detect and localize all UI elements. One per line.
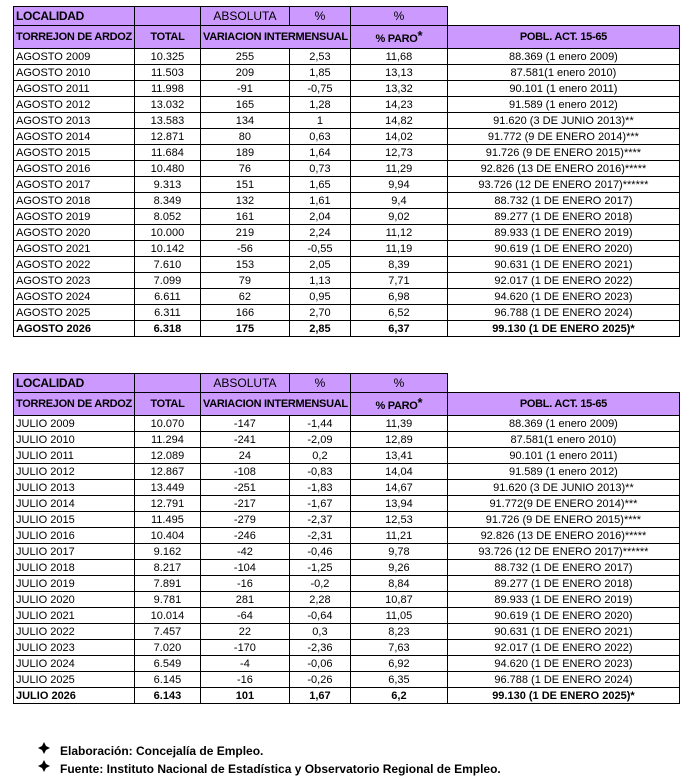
cell-poblacion-activa: 92.826 (13 DE ENERO 2016)***** [447,161,679,177]
cell-poblacion-activa: 89.933 (1 DE ENERO 2019) [447,225,679,241]
cell-paro-pct: 11,19 [350,241,447,257]
cell-variacion-pct: 1 [289,113,350,129]
cell-periodo: AGOSTO 2024 [14,289,135,305]
cell-paro-pct: 14,04 [350,464,447,480]
cell-paro-pct: 8,84 [350,576,447,592]
cell-variacion-absoluta: -16 [200,576,289,592]
cell-total: 12.867 [134,464,200,480]
cell-total: 11.503 [134,65,200,81]
cell-variacion-absoluta: -246 [200,528,289,544]
cell-variacion-absoluta: 132 [200,193,289,209]
cell-periodo: AGOSTO 2015 [14,145,135,161]
cell-paro-pct: 11,12 [350,225,447,241]
cell-paro-pct: 13,13 [350,65,447,81]
cell-variacion-pct: 1,65 [289,177,350,193]
cell-paro-pct: 14,82 [350,113,447,129]
cell-poblacion-activa: 91.589 (1 enero 2012) [447,464,679,480]
cell-total: 10.480 [134,161,200,177]
cell-poblacion-activa: 89.933 (1 DE ENERO 2019) [447,592,679,608]
cell-poblacion-activa: 91.726 (9 DE ENERO 2015)**** [447,512,679,528]
cell-total: 8.052 [134,209,200,225]
cell-variacion-pct: -0,83 [289,464,350,480]
cell-variacion-absoluta: 153 [200,257,289,273]
cell-variacion-absoluta: 281 [200,592,289,608]
cell-poblacion-activa: 91.772(9 DE ENERO 2014)*** [447,496,679,512]
cell-variacion-pct: -0,55 [289,241,350,257]
cell-total: 7.099 [134,273,200,289]
header-empty [447,7,679,26]
table-row [14,608,680,624]
cell-periodo: AGOSTO 2012 [14,97,135,113]
cell-total: 6.311 [134,305,200,321]
cell-poblacion-activa: 90.619 (1 DE ENERO 2020) [447,608,679,624]
cell-variacion-absoluta: 80 [200,129,289,145]
header-paro-label: % PARO [375,32,418,45]
cell-variacion-pct: -0,26 [289,672,350,688]
cell-periodo: AGOSTO 2019 [14,209,135,225]
cell-paro-pct: 7,63 [350,640,447,656]
cell-variacion-absoluta: -91 [200,81,289,97]
table-row [14,448,680,464]
cell-periodo: JULIO 2023 [14,640,135,656]
cell-paro-pct: 9,78 [350,544,447,560]
cell-paro-pct: 13,41 [350,448,447,464]
cell-periodo: AGOSTO 2026 [14,321,135,337]
cell-paro-pct: 11,05 [350,608,447,624]
header-pct-variacion: % [289,7,350,26]
cell-variacion-absoluta: -64 [200,608,289,624]
cell-variacion-pct: -1,25 [289,560,350,576]
cell-periodo: JULIO 2009 [14,416,135,432]
cell-variacion-absoluta: -108 [200,464,289,480]
cell-variacion-pct: -0,06 [289,656,350,672]
cell-total: 7.610 [134,257,200,273]
cell-poblacion-activa: 94.620 (1 DE ENERO 2023) [447,656,679,672]
cell-periodo: JULIO 2013 [14,480,135,496]
cell-variacion-absoluta: -16 [200,672,289,688]
cell-total: 6.145 [134,672,200,688]
cell-periodo: JULIO 2022 [14,624,135,640]
header-blank [134,7,200,26]
cell-paro-pct: 14,67 [350,480,447,496]
cell-total: 12.791 [134,496,200,512]
cell-variacion-pct: 2,04 [289,209,350,225]
cell-variacion-pct: 0,2 [289,448,350,464]
cell-variacion-pct: -1,44 [289,416,350,432]
cell-periodo: JULIO 2014 [14,496,135,512]
cell-periodo: JULIO 2010 [14,432,135,448]
cell-periodo: AGOSTO 2016 [14,161,135,177]
cell-variacion-pct: 0,73 [289,161,350,177]
cell-poblacion-activa: 87.581(1 enero 2010) [447,65,679,81]
table-row [14,273,680,289]
cell-variacion-pct: 2,24 [289,225,350,241]
cell-poblacion-activa: 99.130 (1 DE ENERO 2025)* [447,688,679,704]
cell-variacion-absoluta: 151 [200,177,289,193]
cell-paro-pct: 14,23 [350,97,447,113]
table-row [14,512,680,528]
table-row [14,113,680,129]
header-total: TOTAL [134,393,200,416]
cell-variacion-absoluta: -104 [200,560,289,576]
cell-total: 13.032 [134,97,200,113]
cell-total: 11.495 [134,512,200,528]
cell-poblacion-activa: 88.732 (1 DE ENERO 2017) [447,193,679,209]
header-absoluta: ABSOLUTA [200,7,289,26]
cell-total: 9.162 [134,544,200,560]
cell-variacion-absoluta: 209 [200,65,289,81]
cell-poblacion-activa: 92.017 (1 DE ENERO 2022) [447,640,679,656]
cell-variacion-absoluta: 76 [200,161,289,177]
table-row [14,416,680,432]
cell-paro-pct: 6,37 [350,321,447,337]
cell-poblacion-activa: 91.726 (9 DE ENERO 2015)**** [447,145,679,161]
cell-variacion-absoluta: 134 [200,113,289,129]
table-row [14,496,680,512]
cell-poblacion-activa: 88.732 (1 DE ENERO 2017) [447,560,679,576]
footnotes [38,742,501,778]
cell-variacion-absoluta: 255 [200,49,289,65]
cell-total: 6.549 [134,656,200,672]
table-row [14,672,680,688]
footnote-text: Elaboración: Concejalía de Empleo. [60,743,264,758]
header-pct-variacion: % [289,374,350,393]
cell-periodo: AGOSTO 2020 [14,225,135,241]
cell-variacion-absoluta: 165 [200,97,289,113]
header-paro-star: * [417,27,423,43]
table-row [14,161,680,177]
cell-variacion-pct: 2,53 [289,49,350,65]
cell-total: 7.020 [134,640,200,656]
header-empty [447,374,679,393]
cell-variacion-pct: 1,28 [289,97,350,113]
table-row [14,592,680,608]
cell-total: 8.349 [134,193,200,209]
cell-total: 8.217 [134,560,200,576]
cell-poblacion-activa: 92.826 (13 DE ENERO 2016)***** [447,528,679,544]
cell-variacion-absoluta: -217 [200,496,289,512]
cell-poblacion-activa: 91.589 (1 enero 2012) [447,97,679,113]
cell-poblacion-activa: 91.772 (9 DE ENERO 2014)*** [447,129,679,145]
cell-periodo: JULIO 2012 [14,464,135,480]
cell-periodo: JULIO 2020 [14,592,135,608]
cell-poblacion-activa: 90.619 (1 DE ENERO 2020) [447,241,679,257]
cell-variacion-pct: 1,61 [289,193,350,209]
cell-paro-pct: 8,39 [350,257,447,273]
agosto-table [13,6,680,337]
cell-variacion-pct: -2,09 [289,432,350,448]
cell-poblacion-activa: 93.726 (12 DE ENERO 2017)****** [447,544,679,560]
cell-paro-pct: 11,39 [350,416,447,432]
cell-poblacion-activa: 91.620 (3 DE JUNIO 2013)** [447,480,679,496]
cell-periodo: AGOSTO 2025 [14,305,135,321]
header-paro-star: * [417,394,423,410]
cell-poblacion-activa: 96.788 (1 DE ENERO 2024) [447,305,679,321]
cell-paro-pct: 9,4 [350,193,447,209]
table-row [14,624,680,640]
table-row [14,193,680,209]
header-total: TOTAL [134,26,200,49]
header-variacion: VARIACION INTERMENSUAL [200,26,350,49]
cell-paro-pct: 7,71 [350,273,447,289]
cell-total: 12.871 [134,129,200,145]
cell-variacion-pct: -1,67 [289,496,350,512]
cell-total: 10.070 [134,416,200,432]
cell-variacion-absoluta: 166 [200,305,289,321]
header-paro-label: % PARO [375,399,418,412]
cell-variacion-pct: -0,64 [289,608,350,624]
cell-periodo: JULIO 2019 [14,576,135,592]
table-row [14,81,680,97]
cell-periodo: JULIO 2025 [14,672,135,688]
cell-periodo: JULIO 2016 [14,528,135,544]
cell-paro-pct: 9,94 [350,177,447,193]
julio-table [13,373,680,704]
cell-paro-pct: 11,21 [350,528,447,544]
footnote-elaboracion [38,742,501,760]
diamond-bullet-icon [38,742,52,760]
cell-variacion-absoluta: -42 [200,544,289,560]
table-row [14,257,680,273]
cell-periodo: AGOSTO 2021 [14,241,135,257]
cell-variacion-absoluta: 79 [200,273,289,289]
cell-total: 9.313 [134,177,200,193]
cell-poblacion-activa: 90.631 (1 DE ENERO 2021) [447,624,679,640]
cell-periodo: AGOSTO 2022 [14,257,135,273]
cell-total: 10.142 [134,241,200,257]
cell-poblacion-activa: 90.101 (1 enero 2011) [447,448,679,464]
table-row [14,480,680,496]
cell-variacion-absoluta: 189 [200,145,289,161]
cell-poblacion-activa: 88.369 (1 enero 2009) [447,49,679,65]
table-row [14,640,680,656]
cell-periodo: JULIO 2026 [14,688,135,704]
cell-total: 10.000 [134,225,200,241]
cell-variacion-pct: 1,85 [289,65,350,81]
cell-paro-pct: 9,02 [350,209,447,225]
cell-total: 10.325 [134,49,200,65]
cell-variacion-pct: 2,70 [289,305,350,321]
footnote-text: Fuente: Instituto Nacional de Estadística y Observatorio Regional de Empleo. [60,761,501,776]
cell-paro-pct: 13,32 [350,81,447,97]
cell-paro-pct: 11,29 [350,161,447,177]
cell-paro-pct: 12,73 [350,145,447,161]
cell-poblacion-activa: 87.581(1 enero 2010) [447,432,679,448]
cell-paro-pct: 9,26 [350,560,447,576]
cell-variacion-absoluta: 219 [200,225,289,241]
cell-variacion-pct: -0,46 [289,544,350,560]
cell-variacion-absoluta: -56 [200,241,289,257]
cell-total: 10.014 [134,608,200,624]
cell-poblacion-activa: 96.788 (1 DE ENERO 2024) [447,672,679,688]
cell-periodo: JULIO 2018 [14,560,135,576]
cell-periodo: JULIO 2017 [14,544,135,560]
cell-paro-pct: 12,53 [350,512,447,528]
cell-variacion-pct: 2,28 [289,592,350,608]
table-row [14,129,680,145]
table-row [14,688,680,704]
table-row [14,145,680,161]
cell-variacion-absoluta: 24 [200,448,289,464]
header-paro [350,393,447,416]
table-row [14,177,680,193]
cell-poblacion-activa: 94.620 (1 DE ENERO 2023) [447,289,679,305]
cell-poblacion-activa: 90.631 (1 DE ENERO 2021) [447,257,679,273]
header-pobl: POBL. ACT. 15-65 [447,393,679,416]
cell-total: 6.611 [134,289,200,305]
cell-total: 6.318 [134,321,200,337]
cell-periodo: AGOSTO 2010 [14,65,135,81]
cell-periodo: AGOSTO 2017 [14,177,135,193]
header-paro [350,26,447,49]
header-localidad: LOCALIDAD [14,374,135,393]
cell-total: 11.684 [134,145,200,161]
table-row [14,289,680,305]
cell-variacion-pct: -0,2 [289,576,350,592]
cell-total: 12.089 [134,448,200,464]
cell-variacion-absoluta: -251 [200,480,289,496]
cell-periodo: JULIO 2021 [14,608,135,624]
cell-periodo: JULIO 2024 [14,656,135,672]
table-row [14,97,680,113]
table-row [14,656,680,672]
cell-poblacion-activa: 88.369 (1 enero 2009) [447,416,679,432]
table-row [14,49,680,65]
cell-total: 7.457 [134,624,200,640]
cell-paro-pct: 11,68 [350,49,447,65]
table-row [14,432,680,448]
cell-poblacion-activa: 90.101 (1 enero 2011) [447,81,679,97]
header-pct-paro: % [350,374,447,393]
cell-variacion-absoluta: -279 [200,512,289,528]
cell-poblacion-activa: 93.726 (12 DE ENERO 2017)****** [447,177,679,193]
table-row [14,576,680,592]
cell-poblacion-activa: 92.017 (1 DE ENERO 2022) [447,273,679,289]
cell-poblacion-activa: 91.620 (3 DE JUNIO 2013)** [447,113,679,129]
table-row [14,544,680,560]
cell-variacion-absoluta: 175 [200,321,289,337]
cell-variacion-absoluta: 101 [200,688,289,704]
cell-periodo: AGOSTO 2023 [14,273,135,289]
cell-paro-pct: 10,87 [350,592,447,608]
cell-variacion-pct: 0,3 [289,624,350,640]
cell-poblacion-activa: 99.130 (1 DE ENERO 2025)* [447,321,679,337]
table-row [14,528,680,544]
cell-variacion-absoluta: -147 [200,416,289,432]
cell-paro-pct: 13,94 [350,496,447,512]
table-row [14,464,680,480]
table-row [14,209,680,225]
cell-total: 13.583 [134,113,200,129]
table-row [14,560,680,576]
cell-variacion-absoluta: -170 [200,640,289,656]
cell-total: 11.998 [134,81,200,97]
cell-total: 11.294 [134,432,200,448]
header-variacion: VARIACION INTERMENSUAL [200,393,350,416]
cell-variacion-pct: 1,67 [289,688,350,704]
cell-variacion-pct: -2,36 [289,640,350,656]
cell-variacion-absoluta: 22 [200,624,289,640]
table-row [14,225,680,241]
header-municipio: TORREJON DE ARDOZ [14,26,135,49]
cell-variacion-absoluta: 62 [200,289,289,305]
cell-periodo: AGOSTO 2013 [14,113,135,129]
header-municipio: TORREJON DE ARDOZ [14,393,135,416]
table-row [14,65,680,81]
cell-variacion-pct: -1,83 [289,480,350,496]
cell-variacion-pct: -0,75 [289,81,350,97]
header-pct-paro: % [350,7,447,26]
cell-periodo: AGOSTO 2014 [14,129,135,145]
cell-variacion-pct: -2,37 [289,512,350,528]
cell-paro-pct: 6,98 [350,289,447,305]
cell-total: 9.781 [134,592,200,608]
cell-total: 7.891 [134,576,200,592]
cell-total: 13.449 [134,480,200,496]
header-blank [134,374,200,393]
table-row [14,321,680,337]
cell-paro-pct: 6,2 [350,688,447,704]
cell-periodo: JULIO 2015 [14,512,135,528]
cell-poblacion-activa: 89.277 (1 DE ENERO 2018) [447,576,679,592]
cell-variacion-pct: 2,85 [289,321,350,337]
cell-paro-pct: 6,52 [350,305,447,321]
cell-variacion-pct: 0,63 [289,129,350,145]
cell-paro-pct: 8,23 [350,624,447,640]
cell-variacion-absoluta: 161 [200,209,289,225]
cell-variacion-absoluta: -241 [200,432,289,448]
cell-paro-pct: 6,35 [350,672,447,688]
cell-paro-pct: 12,89 [350,432,447,448]
cell-periodo: AGOSTO 2011 [14,81,135,97]
cell-periodo: JULIO 2011 [14,448,135,464]
cell-periodo: AGOSTO 2009 [14,49,135,65]
header-absoluta: ABSOLUTA [200,374,289,393]
cell-paro-pct: 6,92 [350,656,447,672]
header-pobl: POBL. ACT. 15-65 [447,26,679,49]
cell-variacion-pct: -2,31 [289,528,350,544]
cell-variacion-pct: 1,64 [289,145,350,161]
table-row [14,241,680,257]
cell-paro-pct: 14,02 [350,129,447,145]
diamond-bullet-icon [38,760,52,778]
cell-total: 10.404 [134,528,200,544]
cell-poblacion-activa: 89.277 (1 DE ENERO 2018) [447,209,679,225]
cell-periodo: AGOSTO 2018 [14,193,135,209]
footnote-fuente [38,760,501,778]
cell-variacion-pct: 2,05 [289,257,350,273]
cell-variacion-pct: 1,13 [289,273,350,289]
cell-total: 6.143 [134,688,200,704]
cell-variacion-absoluta: -4 [200,656,289,672]
cell-variacion-pct: 0,95 [289,289,350,305]
header-localidad: LOCALIDAD [14,7,135,26]
table-row [14,305,680,321]
